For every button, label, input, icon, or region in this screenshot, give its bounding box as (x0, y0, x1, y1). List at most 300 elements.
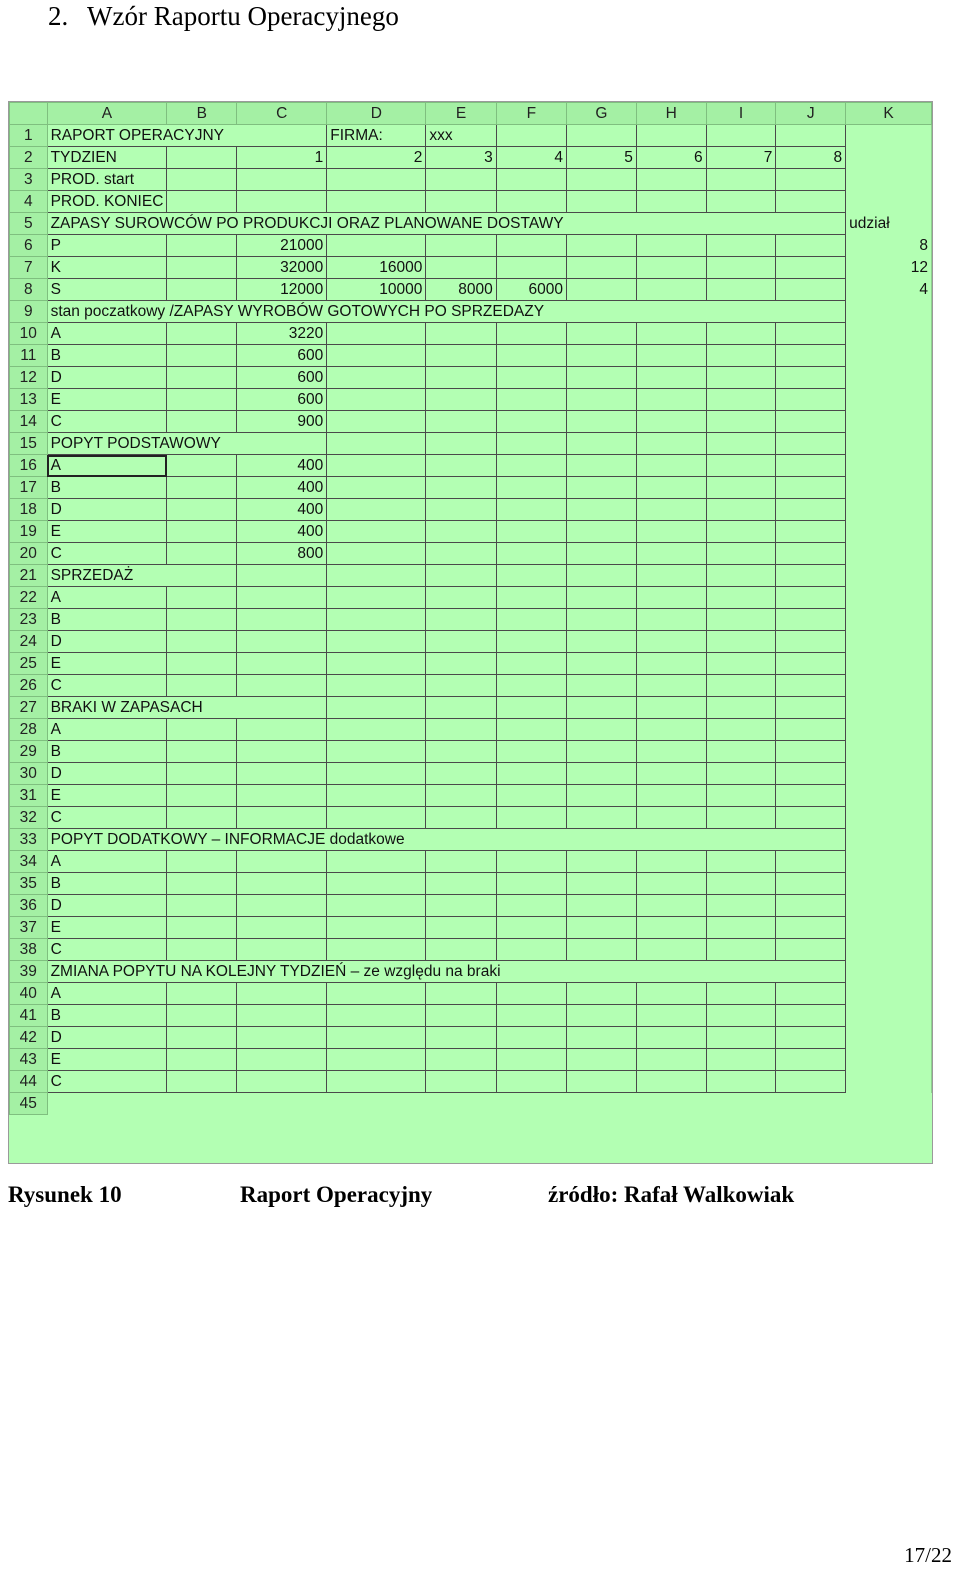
sheet-cell[interactable] (327, 411, 426, 433)
sheet-cell[interactable] (636, 851, 706, 873)
sheet-cell[interactable] (496, 389, 566, 411)
sheet-cell[interactable] (426, 169, 496, 191)
sheet-cell[interactable] (636, 1005, 706, 1027)
sheet-cell[interactable] (846, 521, 932, 543)
sheet-cell[interactable] (706, 323, 776, 345)
sheet-cell[interactable] (496, 851, 566, 873)
sheet-cell[interactable] (706, 565, 776, 587)
sheet-cell[interactable] (327, 763, 426, 785)
sheet-cell[interactable] (237, 191, 327, 213)
sheet-cell[interactable] (167, 807, 237, 829)
sheet-cell[interactable] (846, 829, 932, 851)
sheet-cell[interactable] (776, 895, 846, 917)
sheet-cell[interactable] (846, 873, 932, 895)
sheet-cell[interactable] (846, 609, 932, 631)
sheet-cell[interactable] (846, 587, 932, 609)
sheet-cell[interactable] (567, 367, 637, 389)
sheet-cell[interactable]: C (47, 1071, 167, 1093)
sheet-cell[interactable] (426, 653, 496, 675)
sheet-cell[interactable]: 6 (636, 147, 706, 169)
sheet-cell[interactable] (846, 895, 932, 917)
sheet-cell[interactable] (706, 631, 776, 653)
row-header[interactable]: 44 (10, 1071, 48, 1093)
sheet-cell[interactable]: A (47, 983, 167, 1005)
sheet-cell[interactable] (636, 983, 706, 1005)
sheet-cell[interactable] (237, 763, 327, 785)
sheet-cell[interactable] (846, 807, 932, 829)
sheet-cell[interactable] (567, 1049, 637, 1071)
sheet-cell[interactable] (327, 477, 426, 499)
sheet-cell[interactable] (636, 279, 706, 301)
sheet-cell[interactable] (846, 191, 932, 213)
sheet-cell[interactable] (636, 609, 706, 631)
sheet-cell[interactable] (706, 389, 776, 411)
sheet-cell[interactable] (426, 763, 496, 785)
sheet-cell[interactable] (636, 455, 706, 477)
sheet-cell[interactable] (567, 323, 637, 345)
sheet-cell[interactable] (846, 1027, 932, 1049)
sheet-cell[interactable] (846, 851, 932, 873)
sheet-cell[interactable] (706, 345, 776, 367)
sheet-cell[interactable] (567, 565, 637, 587)
sheet-cell[interactable] (567, 785, 637, 807)
sheet-cell[interactable]: E (47, 1049, 167, 1071)
sheet-cell[interactable]: E (47, 653, 167, 675)
row-header[interactable]: 14 (10, 411, 48, 433)
sheet-cell[interactable] (496, 521, 566, 543)
row-header[interactable]: 16 (10, 455, 48, 477)
sheet-cell[interactable] (327, 345, 426, 367)
sheet-cell[interactable]: 12 (846, 257, 932, 279)
row-header[interactable]: 21 (10, 565, 48, 587)
sheet-cell[interactable] (636, 917, 706, 939)
sheet-cell[interactable] (496, 191, 566, 213)
sheet-cell[interactable] (846, 565, 932, 587)
sheet-cell[interactable] (426, 1005, 496, 1027)
sheet-cell[interactable] (706, 411, 776, 433)
sheet-cell[interactable] (567, 807, 637, 829)
sheet-cell[interactable] (327, 851, 426, 873)
sheet-cell[interactable] (636, 763, 706, 785)
sheet-cell[interactable] (237, 719, 327, 741)
row-header[interactable]: 11 (10, 345, 48, 367)
sheet-cell[interactable] (567, 741, 637, 763)
sheet-cell[interactable] (636, 367, 706, 389)
sheet-cell[interactable] (237, 895, 327, 917)
sheet-cell[interactable]: B (47, 345, 167, 367)
row-header[interactable]: 42 (10, 1027, 48, 1049)
sheet-cell[interactable] (706, 719, 776, 741)
sheet-cell[interactable]: POPYT PODSTAWOWY (47, 433, 327, 455)
sheet-cell[interactable] (327, 323, 426, 345)
sheet-cell[interactable] (426, 433, 496, 455)
sheet-cell[interactable] (496, 697, 566, 719)
sheet-cell[interactable] (706, 169, 776, 191)
sheet-cell[interactable] (327, 1093, 426, 1115)
row-header[interactable]: 38 (10, 939, 48, 961)
sheet-cell[interactable] (496, 1027, 566, 1049)
sheet-cell[interactable] (237, 917, 327, 939)
sheet-cell[interactable] (426, 345, 496, 367)
sheet-cell[interactable] (426, 411, 496, 433)
sheet-cell[interactable]: B (47, 1005, 167, 1027)
sheet-cell[interactable] (496, 345, 566, 367)
sheet-cell[interactable] (706, 807, 776, 829)
column-header-f[interactable]: F (496, 103, 566, 125)
sheet-cell[interactable] (496, 235, 566, 257)
sheet-cell[interactable] (776, 741, 846, 763)
sheet-cell[interactable]: RAPORT OPERACYJNY (47, 125, 327, 147)
sheet-cell[interactable] (846, 961, 932, 983)
sheet-cell[interactable] (167, 191, 237, 213)
sheet-cell[interactable] (776, 675, 846, 697)
sheet-cell[interactable]: P (47, 235, 167, 257)
sheet-cell[interactable] (636, 741, 706, 763)
sheet-cell[interactable] (167, 851, 237, 873)
sheet-cell[interactable] (167, 323, 237, 345)
sheet-cell[interactable] (167, 499, 237, 521)
sheet-cell[interactable] (167, 785, 237, 807)
sheet-cell[interactable]: 2 (327, 147, 426, 169)
sheet-cell[interactable] (567, 389, 637, 411)
sheet-cell[interactable]: C (47, 939, 167, 961)
sheet-cell[interactable] (567, 719, 637, 741)
sheet-cell[interactable] (167, 873, 237, 895)
sheet-cell[interactable] (636, 895, 706, 917)
sheet-cell[interactable] (567, 983, 637, 1005)
sheet-cell[interactable] (496, 917, 566, 939)
column-header-c[interactable]: C (237, 103, 327, 125)
sheet-cell[interactable] (167, 1005, 237, 1027)
sheet-cell[interactable]: ZMIANA POPYTU NA KOLEJNY TYDZIEŃ – ze względu na braki (47, 961, 846, 983)
sheet-cell[interactable] (846, 1093, 932, 1115)
sheet-cell[interactable]: 5 (567, 147, 637, 169)
sheet-cell[interactable] (636, 719, 706, 741)
sheet-cell[interactable] (706, 587, 776, 609)
sheet-cell[interactable] (706, 125, 776, 147)
sheet-cell[interactable] (776, 917, 846, 939)
row-header[interactable]: 36 (10, 895, 48, 917)
sheet-cell[interactable] (496, 1049, 566, 1071)
sheet-cell[interactable] (426, 697, 496, 719)
sheet-cell[interactable] (567, 917, 637, 939)
sheet-cell[interactable] (636, 807, 706, 829)
sheet-cell[interactable] (706, 675, 776, 697)
sheet-cell[interactable] (776, 719, 846, 741)
sheet-cell[interactable]: A (47, 719, 167, 741)
sheet-cell[interactable]: B (47, 873, 167, 895)
sheet-cell[interactable] (496, 587, 566, 609)
sheet-cell[interactable]: 900 (237, 411, 327, 433)
sheet-cell[interactable] (426, 587, 496, 609)
sheet-cell[interactable] (496, 323, 566, 345)
sheet-cell[interactable] (776, 543, 846, 565)
sheet-cell[interactable]: 12000 (237, 279, 327, 301)
sheet-cell[interactable] (776, 477, 846, 499)
sheet-cell[interactable]: D (47, 631, 167, 653)
sheet-cell[interactable] (706, 873, 776, 895)
sheet-cell[interactable] (327, 939, 426, 961)
sheet-cell[interactable] (496, 939, 566, 961)
sheet-cell[interactable] (846, 323, 932, 345)
column-header-k[interactable]: K (846, 103, 932, 125)
sheet-cell[interactable] (846, 543, 932, 565)
sheet-cell[interactable] (636, 675, 706, 697)
row-header[interactable]: 25 (10, 653, 48, 675)
sheet-cell[interactable] (496, 873, 566, 895)
sheet-cell[interactable] (496, 741, 566, 763)
sheet-cell[interactable] (706, 455, 776, 477)
row-header[interactable]: 22 (10, 587, 48, 609)
sheet-cell[interactable] (846, 939, 932, 961)
column-header-h[interactable]: H (636, 103, 706, 125)
sheet-cell[interactable] (237, 851, 327, 873)
sheet-cell[interactable] (776, 389, 846, 411)
sheet-cell[interactable] (846, 411, 932, 433)
sheet-cell[interactable] (327, 675, 426, 697)
sheet-cell[interactable] (496, 1071, 566, 1093)
sheet-cell[interactable] (706, 917, 776, 939)
sheet-cell[interactable] (496, 499, 566, 521)
row-header[interactable]: 30 (10, 763, 48, 785)
sheet-cell[interactable] (846, 477, 932, 499)
sheet-cell[interactable] (327, 455, 426, 477)
sheet-cell[interactable] (496, 433, 566, 455)
sheet-cell[interactable] (426, 675, 496, 697)
sheet-cell[interactable] (776, 763, 846, 785)
sheet-cell[interactable] (636, 521, 706, 543)
sheet-cell[interactable] (167, 917, 237, 939)
sheet-cell[interactable]: 7 (706, 147, 776, 169)
sheet-cell[interactable] (636, 169, 706, 191)
sheet-cell[interactable] (846, 1071, 932, 1093)
sheet-cell[interactable]: E (47, 785, 167, 807)
sheet-cell[interactable] (706, 939, 776, 961)
sheet-cell[interactable] (496, 785, 566, 807)
sheet-cell[interactable] (776, 367, 846, 389)
sheet-cell[interactable] (426, 873, 496, 895)
sheet-cell[interactable]: D (47, 763, 167, 785)
sheet-cell[interactable]: POPYT DODATKOWY – INFORMACJE dodatkowe (47, 829, 846, 851)
sheet-cell[interactable] (496, 367, 566, 389)
sheet-cell[interactable] (496, 543, 566, 565)
sheet-cell[interactable] (237, 587, 327, 609)
column-header-j[interactable]: J (776, 103, 846, 125)
sheet-cell[interactable] (636, 653, 706, 675)
sheet-cell[interactable] (846, 697, 932, 719)
sheet-cell[interactable] (167, 367, 237, 389)
sheet-cell[interactable] (496, 719, 566, 741)
sheet-cell[interactable] (327, 1071, 426, 1093)
sheet-cell[interactable] (496, 411, 566, 433)
sheet-cell[interactable] (846, 917, 932, 939)
sheet-cell[interactable] (327, 917, 426, 939)
sheet-cell[interactable] (567, 1093, 637, 1115)
sheet-cell[interactable] (567, 169, 637, 191)
sheet-cell[interactable] (706, 477, 776, 499)
sheet-cell[interactable] (167, 939, 237, 961)
sheet-cell[interactable] (567, 675, 637, 697)
sheet-cell[interactable]: C (47, 543, 167, 565)
sheet-cell[interactable] (636, 411, 706, 433)
sheet-cell[interactable]: C (47, 807, 167, 829)
sheet-cell[interactable] (636, 433, 706, 455)
sheet-cell[interactable]: D (47, 499, 167, 521)
sheet-cell[interactable] (327, 367, 426, 389)
row-header[interactable]: 40 (10, 983, 48, 1005)
sheet-cell[interactable] (327, 785, 426, 807)
sheet-cell[interactable] (776, 807, 846, 829)
row-header[interactable]: 7 (10, 257, 48, 279)
sheet-cell[interactable]: TYDZIEN (47, 147, 167, 169)
sheet-cell[interactable] (846, 675, 932, 697)
sheet-cell[interactable] (167, 169, 237, 191)
row-header[interactable]: 45 (10, 1093, 48, 1115)
sheet-cell[interactable] (567, 873, 637, 895)
sheet-cell[interactable]: A (47, 455, 167, 477)
sheet-cell[interactable] (636, 587, 706, 609)
sheet-cell[interactable] (567, 609, 637, 631)
sheet-cell[interactable] (496, 983, 566, 1005)
row-header[interactable]: 41 (10, 1005, 48, 1027)
sheet-cell[interactable] (846, 169, 932, 191)
sheet-cell[interactable] (846, 367, 932, 389)
sheet-cell[interactable]: 3 (426, 147, 496, 169)
sheet-cell[interactable] (846, 301, 932, 323)
row-header[interactable]: 27 (10, 697, 48, 719)
select-all-corner[interactable] (10, 103, 48, 125)
sheet-cell[interactable] (776, 345, 846, 367)
sheet-cell[interactable] (776, 499, 846, 521)
sheet-cell[interactable] (426, 719, 496, 741)
sheet-cell[interactable] (567, 433, 637, 455)
sheet-cell[interactable] (496, 609, 566, 631)
sheet-cell[interactable]: 16000 (327, 257, 426, 279)
sheet-cell[interactable] (327, 587, 426, 609)
sheet-cell[interactable] (496, 675, 566, 697)
sheet-cell[interactable] (776, 455, 846, 477)
sheet-cell[interactable]: 600 (237, 367, 327, 389)
sheet-cell[interactable] (237, 1005, 327, 1027)
sheet-cell[interactable] (706, 895, 776, 917)
sheet-cell[interactable] (636, 257, 706, 279)
sheet-cell[interactable] (706, 1027, 776, 1049)
sheet-cell[interactable] (706, 983, 776, 1005)
sheet-cell[interactable]: 6000 (496, 279, 566, 301)
sheet-cell[interactable] (846, 785, 932, 807)
sheet-cell[interactable] (776, 565, 846, 587)
sheet-cell[interactable] (167, 983, 237, 1005)
row-header[interactable]: 5 (10, 213, 48, 235)
sheet-cell[interactable]: 10000 (327, 279, 426, 301)
sheet-cell[interactable]: PROD. KONIEC (47, 191, 167, 213)
sheet-cell[interactable] (636, 1071, 706, 1093)
sheet-cell[interactable]: 400 (237, 455, 327, 477)
sheet-cell[interactable] (567, 895, 637, 917)
sheet-cell[interactable]: SPRZEDAŻ (47, 565, 237, 587)
sheet-cell[interactable] (327, 719, 426, 741)
sheet-cell[interactable] (776, 1093, 846, 1115)
sheet-cell[interactable] (776, 873, 846, 895)
sheet-cell[interactable] (567, 1071, 637, 1093)
sheet-cell[interactable] (237, 1093, 327, 1115)
sheet-cell[interactable] (567, 587, 637, 609)
sheet-cell[interactable] (706, 1049, 776, 1071)
row-header[interactable]: 33 (10, 829, 48, 851)
column-header-i[interactable]: I (706, 103, 776, 125)
sheet-cell[interactable] (426, 323, 496, 345)
sheet-cell[interactable] (706, 367, 776, 389)
sheet-cell[interactable] (167, 587, 237, 609)
sheet-cell[interactable] (167, 1027, 237, 1049)
row-header[interactable]: 32 (10, 807, 48, 829)
sheet-cell[interactable] (237, 169, 327, 191)
sheet-cell[interactable] (776, 1071, 846, 1093)
row-header[interactable]: 35 (10, 873, 48, 895)
sheet-cell[interactable] (706, 851, 776, 873)
sheet-cell[interactable]: A (47, 851, 167, 873)
sheet-cell[interactable] (237, 1027, 327, 1049)
sheet-cell[interactable] (327, 499, 426, 521)
row-header[interactable]: 2 (10, 147, 48, 169)
sheet-cell[interactable] (167, 1093, 237, 1115)
sheet-cell[interactable]: C (47, 675, 167, 697)
sheet-cell[interactable]: E (47, 389, 167, 411)
row-header[interactable]: 3 (10, 169, 48, 191)
sheet-cell[interactable]: 400 (237, 521, 327, 543)
sheet-cell[interactable] (636, 939, 706, 961)
sheet-cell[interactable] (567, 279, 637, 301)
sheet-cell[interactable]: 4 (846, 279, 932, 301)
sheet-cell[interactable] (167, 411, 237, 433)
row-header[interactable]: 23 (10, 609, 48, 631)
sheet-cell[interactable]: 21000 (237, 235, 327, 257)
sheet-cell[interactable] (167, 1071, 237, 1093)
sheet-cell[interactable] (776, 1027, 846, 1049)
sheet-cell[interactable] (167, 455, 237, 477)
sheet-cell[interactable] (426, 257, 496, 279)
sheet-cell[interactable] (327, 191, 426, 213)
sheet-cell[interactable] (636, 1027, 706, 1049)
sheet-cell[interactable] (636, 389, 706, 411)
row-header[interactable]: 15 (10, 433, 48, 455)
sheet-cell[interactable] (426, 631, 496, 653)
sheet-cell[interactable]: 32000 (237, 257, 327, 279)
sheet-cell[interactable] (496, 455, 566, 477)
sheet-cell[interactable] (567, 653, 637, 675)
sheet-cell[interactable] (846, 741, 932, 763)
sheet-cell[interactable] (327, 389, 426, 411)
sheet-cell[interactable] (426, 939, 496, 961)
sheet-cell[interactable] (327, 609, 426, 631)
sheet-cell[interactable] (706, 1093, 776, 1115)
sheet-cell[interactable] (846, 499, 932, 521)
sheet-cell[interactable] (636, 125, 706, 147)
sheet-cell[interactable] (426, 1093, 496, 1115)
sheet-cell[interactable] (167, 653, 237, 675)
sheet-cell[interactable] (846, 1049, 932, 1071)
sheet-cell[interactable] (426, 917, 496, 939)
sheet-cell[interactable] (636, 873, 706, 895)
sheet-cell[interactable] (237, 565, 327, 587)
sheet-cell[interactable] (776, 169, 846, 191)
sheet-cell[interactable]: FIRMA: (327, 125, 426, 147)
sheet-cell[interactable] (426, 191, 496, 213)
row-header[interactable]: 19 (10, 521, 48, 543)
sheet-cell[interactable] (846, 719, 932, 741)
sheet-cell[interactable] (327, 697, 426, 719)
sheet-cell[interactable] (846, 763, 932, 785)
